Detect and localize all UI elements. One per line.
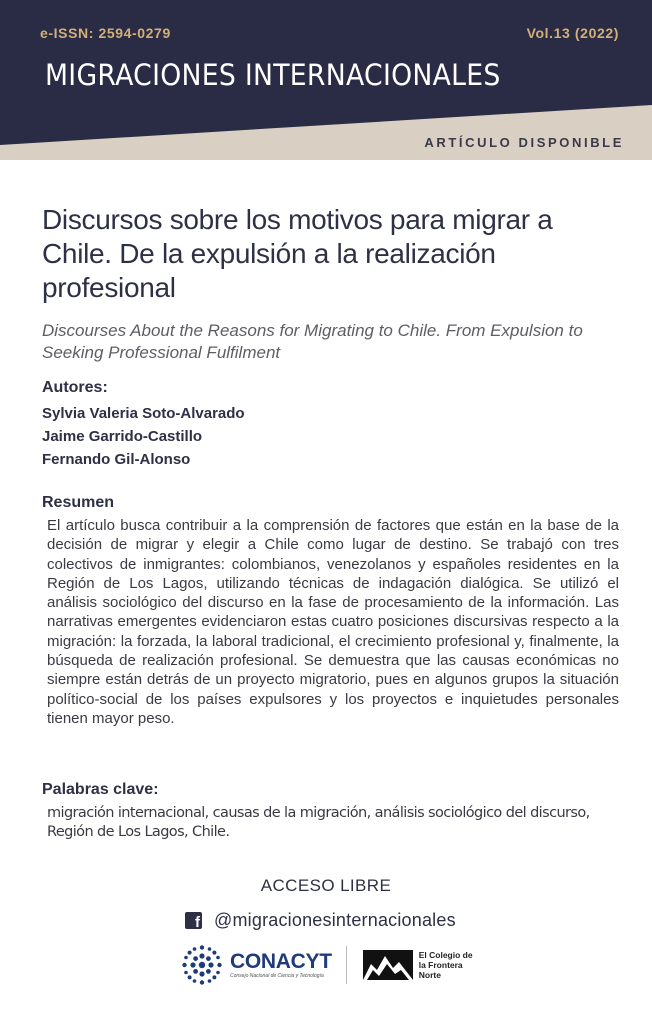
keywords-heading: Palabras clave: bbox=[42, 781, 159, 798]
conacyt-subtitle: Consejo Nacional de Ciencia y Tecnología bbox=[230, 973, 324, 979]
conacyt-emblem-icon bbox=[178, 941, 226, 989]
author-name: Sylvia Valeria Soto-Alvarado bbox=[42, 405, 245, 422]
facebook-icon: f bbox=[185, 912, 202, 929]
article-subtitle: Discourses About the Reasons for Migrating to Chile. From Expulsion to Seeking Professional Fulfilment bbox=[42, 321, 583, 362]
logo-divider bbox=[346, 946, 347, 984]
journal-header bbox=[0, 0, 652, 160]
abstract-heading: Resumen bbox=[42, 494, 115, 511]
conacyt-logo bbox=[178, 941, 332, 989]
colef-logo bbox=[363, 950, 479, 980]
facebook-handle[interactable]: @migracionesinternacionales bbox=[214, 910, 456, 930]
facebook-link[interactable] bbox=[185, 910, 456, 931]
sponsor-logos bbox=[178, 940, 479, 990]
author-list bbox=[42, 402, 245, 471]
abstract-text: El artículo busca contribuir a la comprensión de factores que están en la base de la decisión de migrar y elegir a Chile como lugar de destino. Se trabajó con tres colectivos de inmigrantes: colombianos, venezolanos y españoles residentes en la Región de Los Lagos, utilizando técnicas de indagación dialógica. Se utilizó el análisis sociológico del discurso en la fase de procesamiento de la información. Las narrativas emergentes evidenciaron estas cuatro posiciones discursivas respecto a la migración: la forzada, la laboral tradicional, el crecimiento profesional y, finalmente, la búsqueda de realización profesional. Se demuestra que las causas económicas no siempre están detrás de un proyecto migratorio, pues en algunos grupos la situación político-social de los países expulsores y los proyectos e inquietudes personales tienen mayor peso. bbox=[47, 517, 619, 727]
colef-name: El Colegio de la Frontera Norte bbox=[418, 950, 473, 980]
author-name: Fernando Gil-Alonso bbox=[42, 451, 191, 468]
open-access-label: ACCESO LIBRE bbox=[260, 876, 392, 895]
article-title: Discursos sobre los motivos para migrar a Chile. De la expulsión a la realización profesional bbox=[42, 204, 553, 303]
volume-label: Vol.13 (2022) bbox=[526, 25, 619, 41]
colef-emblem-icon bbox=[363, 950, 413, 980]
conacyt-name: CONACYT bbox=[230, 950, 332, 973]
keywords-text: migración internacional, causas de la migración, análisis sociológico del discurso, Región de Los Lagos, Chile. bbox=[47, 805, 590, 840]
journal-title: MIGRACIONES INTERNACIONALES bbox=[45, 58, 501, 92]
article-status: ARTÍCULO DISPONIBLE bbox=[424, 135, 624, 150]
authors-heading: Autores: bbox=[42, 379, 108, 396]
author-name: Jaime Garrido-Castillo bbox=[42, 428, 203, 445]
issn-label: e-ISSN: 2594-0279 bbox=[40, 25, 171, 41]
